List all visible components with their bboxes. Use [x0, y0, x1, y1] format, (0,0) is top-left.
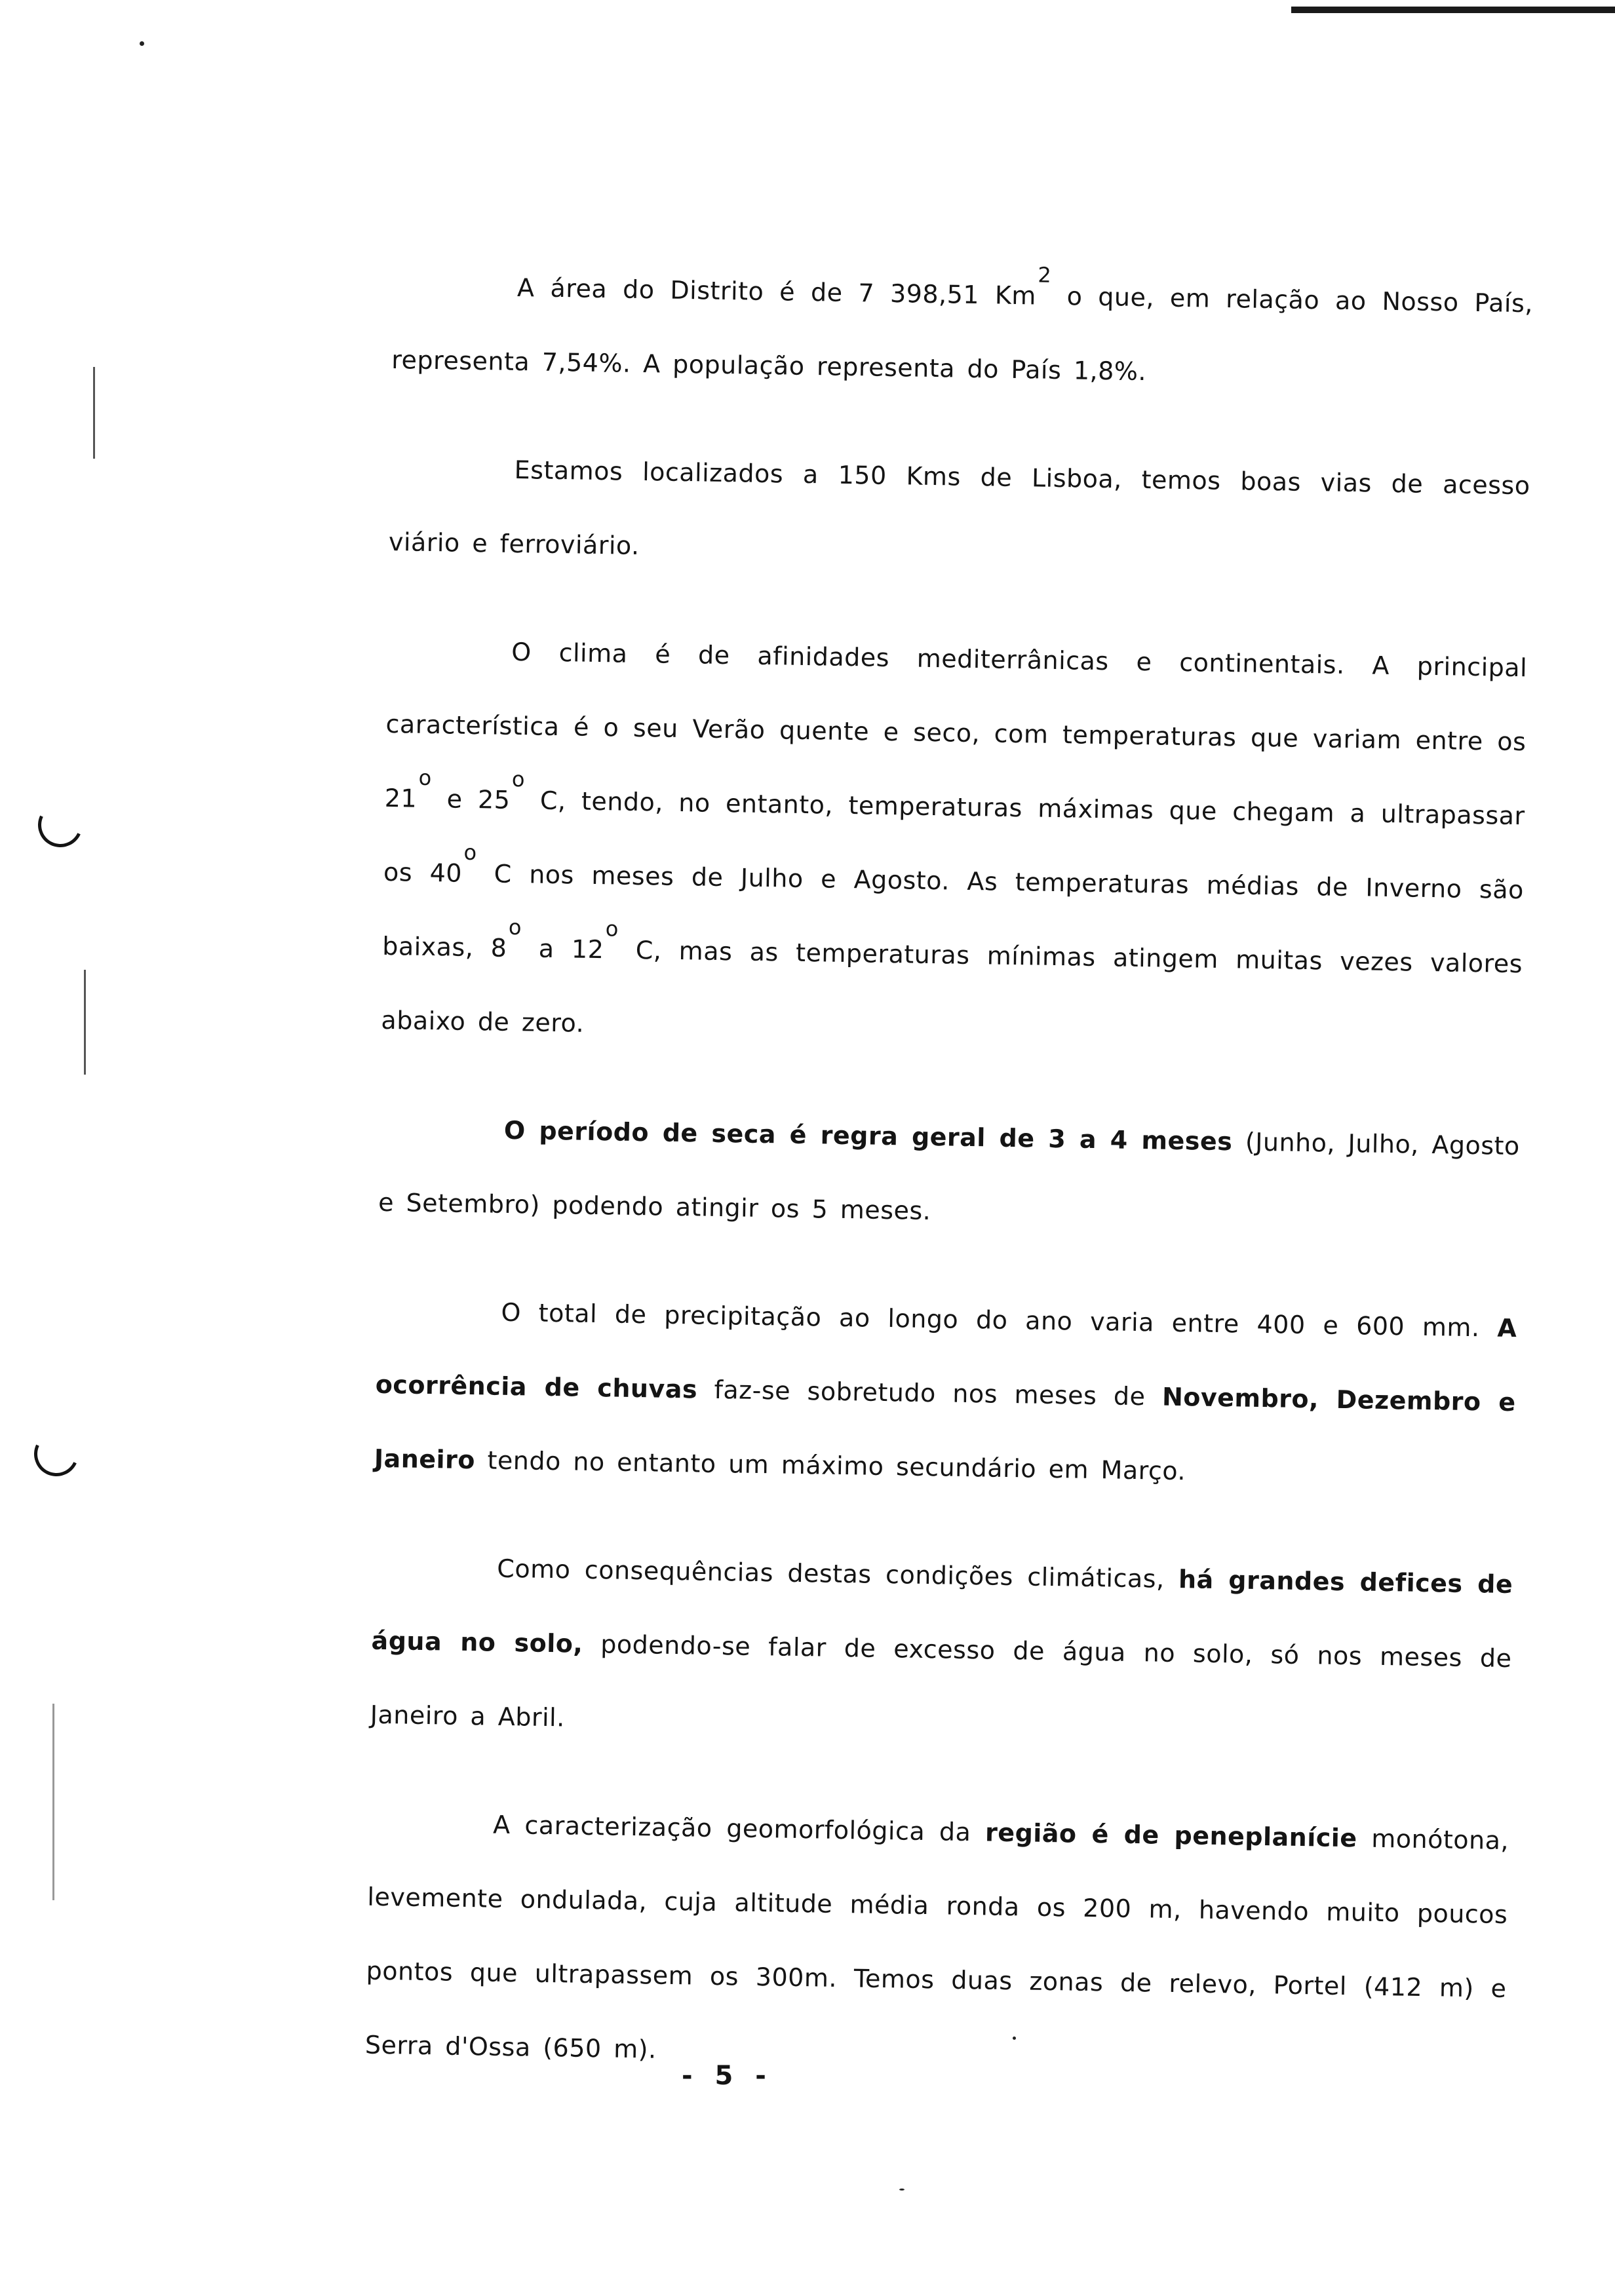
text-run: monótona, levemente ondulada, cuja altitude média ronda os 200 m, havendo muito poucos pontos que ultrapassem os 300m. Temos duas zonas de relevo, Portel (412 m) e Serra d'Ossa (650 m). [364, 1824, 1509, 2064]
superscript: o [605, 916, 619, 942]
paragraph [364, 1786, 1509, 2100]
bold-text: Novembro, Dezembro e Janeiro [374, 1382, 1516, 1475]
text-run: e 25 [431, 784, 511, 814]
scan-edge-line [1291, 7, 1615, 13]
scan-speck [140, 41, 144, 46]
bold-text: A ocorrência de chuvas [375, 1313, 1517, 1404]
text-run: faz-se sobretudo nos meses de [697, 1375, 1163, 1411]
paragraph [391, 249, 1533, 415]
superscript: o [511, 766, 526, 792]
text-run: a 12 [521, 934, 604, 965]
text-run: O total de precipitação ao longo do ano varia entre 400 e 600 mm. [501, 1297, 1498, 1343]
document-body [364, 249, 1534, 2134]
text-run: C nos meses de Julho e Agosto. As temperaturas médias de Inverno são baixas, 8 [381, 859, 1525, 963]
text-run: Estamos localizados a 150 Kms de Lisboa, temos boas vias de acesso viário e ferroviário. [388, 455, 1530, 560]
superscript: o [508, 914, 522, 940]
paragraph [370, 1530, 1513, 1770]
bold-text: região é de peneplanície [984, 1818, 1357, 1853]
text-run: (Junho, Julho, Agosto e Setembro) podendo atingir os 5 meses. [378, 1127, 1521, 1226]
scan-margin-mark [52, 1704, 54, 1900]
scan-speck [899, 2189, 905, 2191]
text-run: tendo no entanto um máximo secundário em Março. [475, 1445, 1186, 1486]
text-run: A caracterização geomorfológica da [492, 1810, 986, 1847]
text-run: C, mas as temperaturas mínimas atingem muitas vezes valores abaixo de zero. [381, 935, 1523, 1038]
text-run: podendo-se falar de excesso de água no solo, só nos meses de Janeiro a Abril. [370, 1629, 1512, 1732]
paragraph [378, 1092, 1520, 1257]
superscript: o [463, 839, 477, 866]
text-run: o que, em relação ao Nosso País, representa 7,54%. A população representa do País 1,8%. [391, 281, 1534, 387]
page-number: - 5 - [682, 2061, 773, 2091]
text-run: Como consequências destas condições climáticas, [497, 1554, 1179, 1594]
text-run: A área do Distrito é de 7 398,51 Km [516, 273, 1037, 311]
superscript: o [418, 765, 433, 791]
paragraph [374, 1274, 1517, 1514]
bold-text: O período de seca é regra geral de 3 a 4 meses [503, 1115, 1233, 1157]
punch-hole-mark [28, 1425, 85, 1482]
text-run: C, tendo, no entanto, temperaturas máximas que chegam a ultrapassar os 40 [383, 786, 1525, 888]
superscript: 2 [1038, 262, 1052, 288]
paragraph [381, 613, 1528, 1075]
paragraph [388, 431, 1530, 597]
scan-margin-mark [93, 367, 95, 459]
bold-text: há grandes defices de água no solo, [371, 1565, 1513, 1658]
punch-hole-mark [31, 796, 88, 853]
text-run: O clima é de afinidades mediterrânicas e continentais. A principal característica é o seu Verão quente e seco, com temperaturas que variam entre os 21 [384, 637, 1528, 813]
scan-margin-mark [84, 970, 86, 1075]
